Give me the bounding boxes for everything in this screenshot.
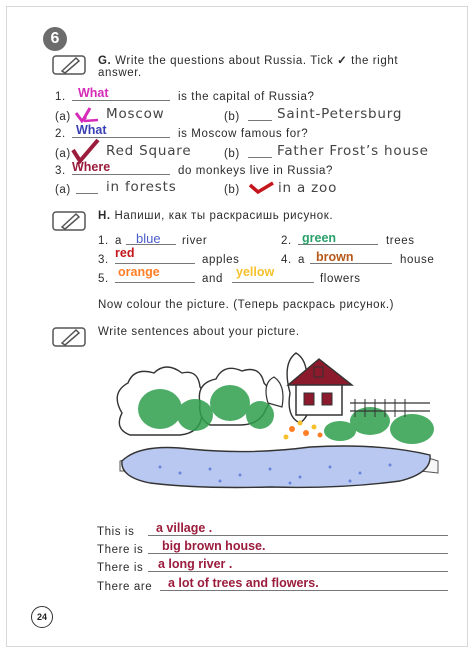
section-g-letter: G. bbox=[98, 55, 112, 67]
pencil-icon bbox=[52, 326, 88, 348]
h-item-number: 5. bbox=[98, 273, 109, 285]
q2-answer[interactable]: What bbox=[76, 123, 107, 137]
sentence-answer[interactable]: a lot of trees and flowers. bbox=[168, 576, 319, 590]
village-illustration bbox=[100, 343, 445, 501]
q2-option-b: Father Frost’s house bbox=[277, 143, 429, 159]
q1-question: is the capital of Russia? bbox=[178, 91, 315, 103]
q2-option-a: Red Square bbox=[106, 143, 192, 159]
h-item-answer-blue[interactable]: blue bbox=[136, 231, 161, 246]
h-item-noun: trees bbox=[386, 235, 415, 247]
sentence-lead: This is bbox=[97, 526, 135, 538]
checkmark-icon[interactable] bbox=[74, 105, 100, 125]
h-item-answer-red[interactable]: red bbox=[115, 246, 135, 260]
sentence-lead: There is bbox=[97, 544, 144, 556]
q3-answer[interactable]: Where bbox=[72, 160, 111, 174]
h-item-noun: house bbox=[400, 254, 435, 266]
q1-answer[interactable]: What bbox=[78, 86, 109, 100]
q3-option-a-label: (a) bbox=[55, 184, 71, 196]
q3-question: do monkeys live in Russia? bbox=[178, 165, 333, 177]
section-h-instruction: Напиши, как ты раскрасишь рисунок. bbox=[114, 210, 334, 222]
h-item-prefix: a bbox=[115, 235, 122, 247]
h-item-number: 4. bbox=[281, 254, 292, 266]
sentence-lead: There is bbox=[97, 562, 144, 574]
q1-option-b: Saint-Petersburg bbox=[277, 106, 403, 122]
q1-option-a: Moscow bbox=[106, 106, 165, 122]
colour-note: Now colour the picture. (Теперь раскрась рисунок.) bbox=[98, 299, 395, 311]
page-number: 24 bbox=[31, 606, 53, 628]
sentence-lead: There are bbox=[97, 581, 153, 593]
sentence-answer[interactable]: a long river . bbox=[158, 557, 233, 571]
h-item-prefix: a bbox=[298, 254, 305, 266]
write-instruction: Write sentences about your picture. bbox=[98, 326, 300, 338]
q2-question: is Moscow famous for? bbox=[178, 128, 309, 140]
h-item-noun: apples bbox=[202, 254, 240, 266]
h-item-noun: flowers bbox=[320, 273, 361, 285]
q2-number: 2. bbox=[55, 128, 66, 140]
sentence-answer[interactable]: a village . bbox=[156, 521, 213, 535]
q1-option-b-label: (b) bbox=[224, 111, 240, 123]
h-item-number: 1. bbox=[98, 235, 109, 247]
q3-number: 3. bbox=[55, 165, 66, 177]
h-item-noun: river bbox=[182, 235, 208, 247]
q2-option-b-label: (b) bbox=[224, 148, 240, 160]
pencil-icon bbox=[52, 210, 88, 232]
unit-number-badge: 6 bbox=[43, 27, 67, 51]
q3-option-b-label: (b) bbox=[224, 184, 240, 196]
h-item-answer-brown[interactable]: brown bbox=[316, 250, 354, 264]
sentence-answer[interactable]: big brown house. bbox=[162, 539, 266, 553]
section-g-instruction-tail: the right bbox=[351, 55, 399, 67]
q3-option-b: in a zoo bbox=[278, 180, 338, 196]
pencil-icon bbox=[52, 54, 88, 76]
q3-option-a: in forests bbox=[106, 179, 177, 195]
h-item-answer-green[interactable]: green bbox=[302, 231, 337, 245]
h-item-answer-yellow[interactable]: yellow bbox=[236, 265, 275, 279]
q2-option-a-label: (a) bbox=[55, 148, 71, 160]
h-item-answer-orange[interactable]: orange bbox=[118, 265, 160, 279]
section-g-instruction-line2: answer. bbox=[98, 67, 142, 79]
checkmark-icon[interactable] bbox=[248, 180, 276, 196]
h-item-number: 3. bbox=[98, 254, 109, 266]
tick-icon: ✓ bbox=[337, 55, 348, 67]
h-item-number: 2. bbox=[281, 235, 292, 247]
h-item-conjunction: and bbox=[202, 273, 223, 285]
section-h-letter: H. bbox=[98, 210, 111, 222]
section-g-instruction: Write the questions about Russia. Tick bbox=[115, 55, 334, 67]
q1-number: 1. bbox=[55, 91, 66, 103]
q1-option-a-label: (a) bbox=[55, 111, 71, 123]
